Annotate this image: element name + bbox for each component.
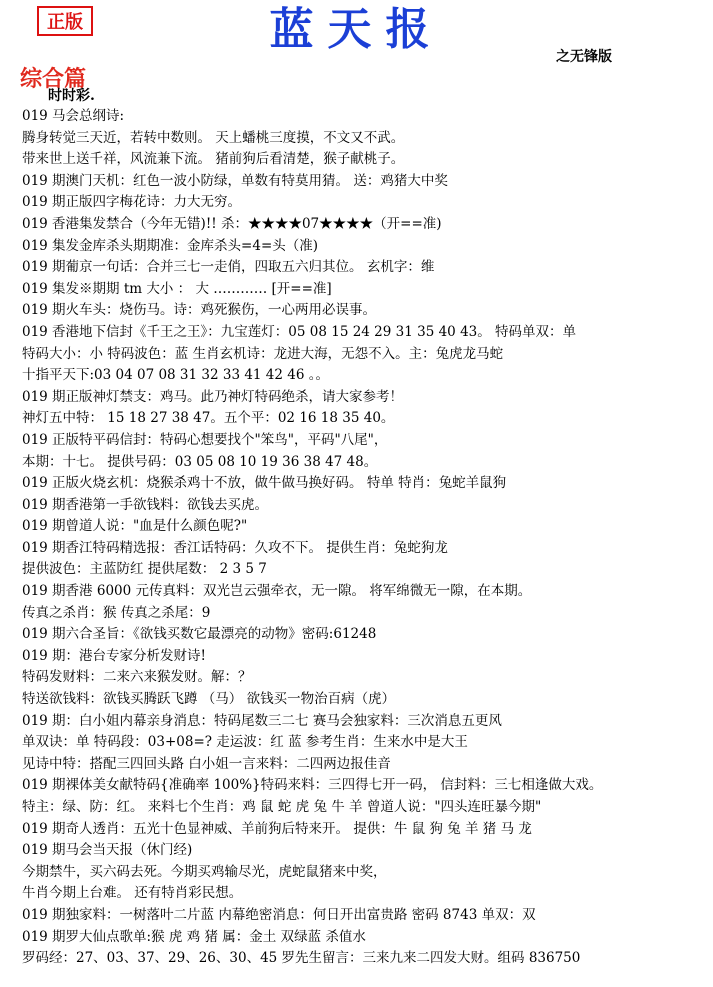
text-line: 019 香港地下信封《千王之王》：九宝莲灯：05 08 15 24 29 31 35 40 43。 特码单双：单 bbox=[22, 323, 577, 340]
content-lines bbox=[22, 106, 707, 970]
text-line: 特码发财料：二来六来猴发财。解：？ bbox=[22, 669, 252, 686]
text-line: 特送欲钱料：欲钱买腾跃飞蹲 （马） 欲钱买一物治百病（虎） bbox=[22, 691, 396, 708]
text-line: 019 期正版四字梅花诗：力大无穷。 bbox=[22, 194, 242, 211]
text-line: 019 期独家料：一树落叶二片蓝 内幕绝密消息：何日开出富贵路 密码 8743 单双：双 bbox=[22, 906, 536, 923]
text-line: 单双诀：单 特码段：03+08=? 走运波：红 蓝 参考生肖：生来水中是大王 bbox=[22, 734, 468, 751]
text-line: 019 期火车头：烧伤马。诗：鸡死猴伤，一心两用必误事。 bbox=[22, 302, 377, 319]
section-subtitle: 时时彩. bbox=[48, 88, 95, 104]
text-line: 十指平天下:03 04 07 08 31 32 33 41 42 46 。。 bbox=[22, 367, 329, 384]
text-line: 带来世上送千祥，风流兼下流。 猪前狗后看清楚，猴子献桃子。 bbox=[22, 151, 405, 168]
text-line: 019 正版火烧玄机：烧猴杀鸡十不放，做牛做马换好码。 特单 特肖：兔蛇羊鼠狗 bbox=[22, 475, 507, 492]
text-line: 019 期澳门天机：红色一波小防绿，单数有特莫用猜。 送：鸡猪大中奖 bbox=[22, 172, 448, 189]
text-line: 019 集发金库杀头期期准：金库杀头=4=头（准) bbox=[22, 237, 319, 254]
text-line: 019 期：港台专家分析发财诗! bbox=[22, 647, 206, 664]
text-line: 神灯五中特： 15 18 27 38 47。五个平：02 16 18 35 40。 bbox=[22, 410, 395, 427]
text-line: 019 集发※期期 tm 大小 ： 大 ………… [开==准] bbox=[22, 280, 332, 297]
edition-label: 之无锋版 bbox=[556, 49, 612, 65]
text-line: 019 期香港第一手欲钱料：欲钱去买虎。 bbox=[22, 496, 269, 513]
text-line: 腾身转觉三天近，若转中数则。 天上蟠桃三度摸，不文又不武。 bbox=[22, 129, 405, 146]
genuine-edition-stamp: 正版 bbox=[37, 6, 93, 36]
text-line: 传真之杀肖：猴 传真之杀尾：9 bbox=[22, 604, 211, 621]
section-heading: 综合篇 bbox=[20, 66, 87, 92]
text-line: 019 期：白小姐内幕亲身消息：特码尾数三二七 赛马会独家料：三次消息五更风 bbox=[22, 712, 502, 729]
text-line: 019 马会总纲诗: bbox=[22, 108, 125, 124]
text-line: 本期：十七。 提供号码：03 05 08 10 19 36 38 47 48。 bbox=[22, 453, 378, 470]
text-line: 019 正版特平码信封：特码心想要找个"笨鸟"，平码"八尾"， bbox=[22, 431, 388, 448]
text-line: 019 期葡京一句话：合并三七一走俏，四取五六归其位。 玄机字：维 bbox=[22, 259, 435, 276]
text-line: 见诗中特：搭配三四回头路 白小姐一言来料：二四两边报佳音 bbox=[22, 755, 391, 772]
text-line: 特主：绿、防：红。 来料七个生肖：鸡 鼠 蛇 虎 兔 牛 羊 曾道人说："四头连旺暴今期" bbox=[22, 799, 542, 815]
text-line: 019 期罗大仙点歌单:猴 虎 鸡 猪 属：金土 双绿蓝 杀值水 bbox=[22, 928, 366, 945]
text-line: 今期禁牛，买六码去死。今期买鸡输尽光，虎蛇鼠猪来中奖， bbox=[22, 863, 387, 880]
text-line: 019 期马会当天报（休门经) bbox=[22, 842, 193, 859]
text-line: 019 期奇人透肖：五光十色显神威、羊前狗后特来开。 提供：牛 鼠 狗 兔 羊 猪 马 龙 bbox=[22, 820, 532, 837]
text-line: 019 期六合圣旨：《欲钱买数它最漂亮的动物》密码:61248 bbox=[22, 626, 377, 643]
page-title: 蓝天报 bbox=[269, 4, 444, 55]
text-line: 019 期曾道人说："血是什么颜色呢?" bbox=[22, 518, 248, 535]
text-line: 019 期香港 6000 元传真料：双光岂云强牵衣，无一隙。 将军绵微无一隙，在本期。 bbox=[22, 583, 532, 600]
text-line: 提供波色：主蓝防红 提供尾数： 2 3 5 7 bbox=[22, 561, 267, 578]
text-line: 019 期裸体美女献特码{准确率 100%}特码来料：三四得七开一码， 信封料：三七相逢做大戏。 bbox=[22, 777, 603, 794]
text-line: 罗码经：27、03、37、29、26、30、45 罗先生留言：三来九来二四发大财。组码 836750 bbox=[22, 950, 581, 967]
text-line: 特码大小：小 特码波色：蓝 生肖玄机诗：龙进大海，无怨不入。主：兔虎龙马蛇 bbox=[22, 345, 504, 362]
text-line: 019 香港集发禁合（今年无错)!! 杀：★★★★07★★★★（开==准) bbox=[22, 215, 442, 232]
text-line: 019 期香江特码精选报：香江话特码：久攻不下。 提供生肖：兔蛇狗龙 bbox=[22, 539, 448, 556]
text-line: 019 期正版神灯禁支：鸡马。此乃神灯特码绝杀，请大家参考！ bbox=[22, 388, 404, 405]
text-line: 牛肖今期上台难。 还有特肖彩民想。 bbox=[22, 885, 243, 902]
